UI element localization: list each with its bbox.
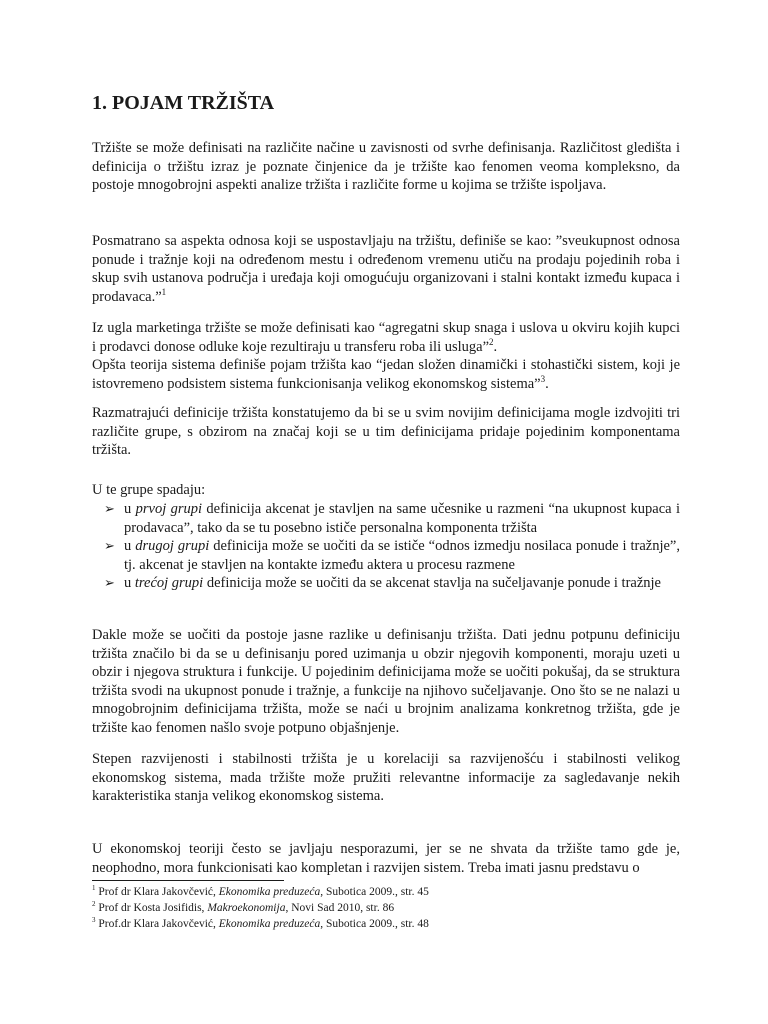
footnote-ref-2: 2 — [489, 336, 494, 347]
paragraph-3 — [92, 319, 680, 393]
footnote-2: $^2$ Prof dr Kosta Josifidis, Makroekonomija, Novi Sad 2010, str. 86 — [92, 900, 395, 914]
arrow-bullet-icon: ➢ — [104, 538, 115, 554]
footnote-ref-3: 3 — [540, 373, 546, 384]
arrow-bullet-icon: ➢ — [104, 575, 115, 591]
arrow-bullet-icon: ➢ — [104, 501, 115, 516]
group-list — [92, 500, 680, 593]
paragraph-4-end: . — [545, 375, 549, 392]
footnote-1: $^1$ Prof dr Klara Jakovčević, Ekonomika preduzeća, Subotica 2009., str. 45 — [92, 884, 429, 898]
paragraph-4-text: Opšta teorija sistema definiše pojam tržišta kao “jedan složen dinamički i stohastički sistem, koji je istovremeno podsistem sistema funkcionisanja velikog ekonomskog sistema” — [92, 357, 680, 392]
paragraph-5: Razmatrajući definicije tržišta konstatujemo da bi se u svim novijim definicijama mogle izdvojiti tri različite grupe, s obzirom na značaj koji se u tim definicijama pridaje pojedinim komponentama tržišta. — [92, 405, 680, 459]
list-item-emphasis: drugoj grupi — [135, 538, 210, 555]
list-intro: U te grupe spadaju: — [92, 482, 206, 498]
footnote-separator — [92, 880, 284, 881]
list-item-emphasis: prvoj grupi — [135, 501, 203, 517]
list-item-emphasis: trećoj grupi — [134, 575, 204, 592]
paragraph-2-text: Posmatrano sa aspekta odnosa koji se uspostavljaju na tržištu, definiše se kao: ”sveukupnost odnosa ponude i tražnje koji na određenom mestu i određenom vremenu utiču na prodaju pojedinih roba i skup svih ustanova područja i uređaja koji omogućuju organizovani i stalni kontakt između kupaca i prodavaca.” — [92, 233, 680, 305]
list-item: ➢ u prvoj grupi definicija akcenat je stavljen na same učesnike u razmeni “na ukupnost kupaca i prodavaca”, tako da se tu posebno ističe personalna komponenta tržišta — [104, 501, 680, 536]
footnote-ref-1: 1 — [161, 286, 167, 297]
list-item: ➢ u trećoj grupi definicija može se uočiti da se akcenat stavlja na sučeljavanje ponude i tražnje — [104, 575, 661, 592]
paragraph-6: Dakle može se uočiti da postoje jasne razlike u definisanju tržišta. Dati jednu potpunu definiciju tržišta značilo bi da se u definisanju pored uzimanja u obzir njegovih komponenti, moraju uzeti u obzir i njegova struktura i funkcije. U pojedinim definicijama može se uočiti pokušaj, da se struktura tržišta svodi na ukupnost ponude i tražnje, a funkcije na njihovo sučeljavanje. Ono što se ne nalazi u mnogobrojnim definicijama tržišta, može se naći u brojnim analizama konkretnog tržišta, gde je tržište kao fenomen našlo svoje potpuno objašnjenje. — [92, 627, 680, 736]
list-item: ➢ u drugoj grupi definicija može se uočiti da se ističe “odnos izmedju nosilaca ponude i tražnje”, tj. akcenat je stavljen na kontakte između aktera u procesu razmene — [104, 538, 680, 573]
section-heading: 1. POJAM TRŽIŠTA — [92, 92, 275, 114]
footnote-3: $^3$ Prof.dr Klara Jakovčević, Ekonomika preduzeća, Subotica 2009., str. 48 — [92, 916, 429, 930]
paragraph-2 — [92, 232, 680, 306]
paragraph-8: U ekonomskoj teoriji često se javljaju nesporazumi, jer se ne shvata da tržište tamo gde je, neophodno, mora funkcionisati kao kompletan i razvijen sistem. Treba imati jasnu predstavu o — [92, 841, 680, 876]
paragraph-3-text: Iz ugla marketinga tržište se može definisati kao “agregatni skup snaga i uslova u okviru kojih kupci i prodavci donose odluke koje rezultiraju u transferu roba ili usluga” — [92, 320, 680, 355]
paragraph-1: Tržište se može definisati na različite načine u zavisnosti od svrhe definisanja. Različitost gledišta i definicija o tržištu izraz je poznate činjenice da je tržište kao fenomen veoma kompleksno, da postoje mnogobrojni aspekti analize tržišta i različite forme u kojima se tržište ispoljava. — [92, 140, 680, 194]
paragraph-3-end: . — [493, 338, 498, 355]
paragraph-7: Stepen razvijenosti i stabilnosti tržišta je u korelaciji sa razvijenošću i stabilnosti velikog ekonomskog sistema, mada tržište može pružiti relevantne informacije za sagledavanje nekih karakteristika stanja velikog ekonomskog sistema. — [92, 751, 680, 805]
footnotes — [92, 884, 429, 932]
